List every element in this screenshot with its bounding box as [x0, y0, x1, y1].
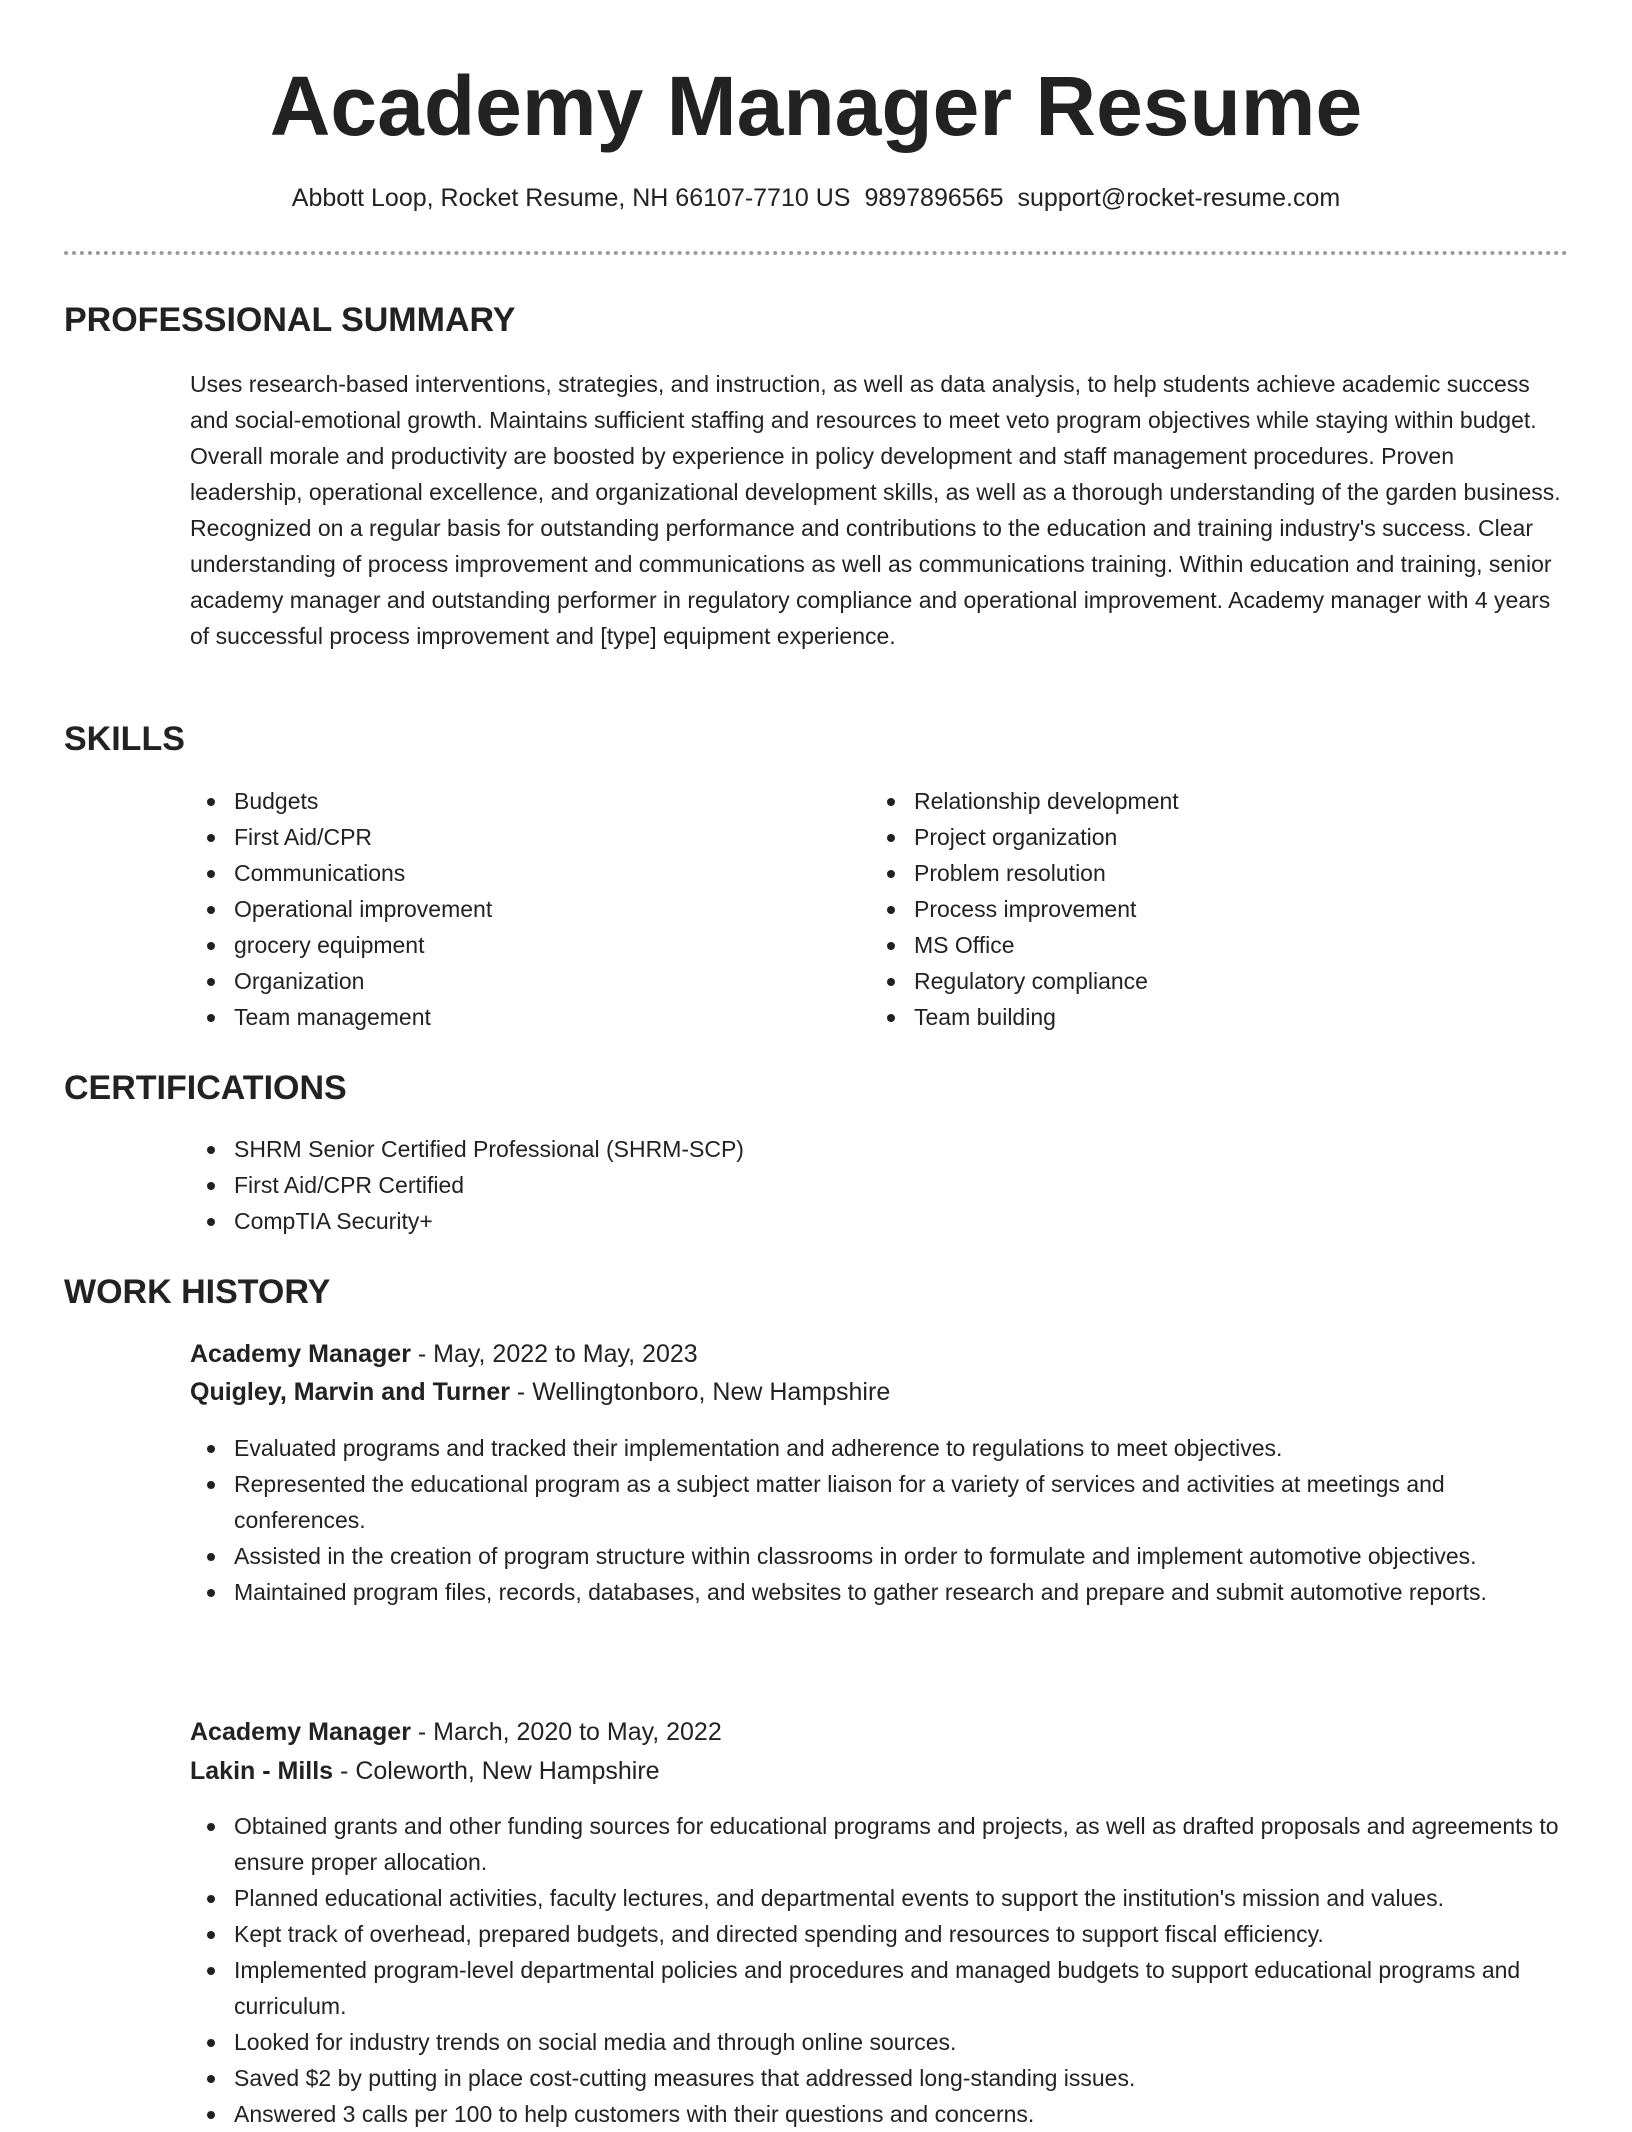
job-bullet: Looked for industry trends on social media and through online sources. [190, 2024, 1568, 2060]
skill-item: Communications [190, 855, 850, 891]
job-bullet: Saved $2 by putting in place cost-cutting measures that addressed long-standing issues. [190, 2060, 1568, 2096]
certifications-heading: CERTIFICATIONS [64, 1069, 347, 1107]
job-bullet: Planned educational activities, faculty lectures, and departmental events to support the institution's mission and values. [190, 1880, 1568, 1916]
skill-item: Organization [190, 963, 850, 999]
job-company-line: Lakin - Mills - Coleworth, New Hampshire [190, 1757, 660, 1785]
contact-line [64, 180, 1568, 216]
header-divider [64, 251, 1568, 255]
job-bullet: Represented the educational program as a subject matter liaison for a variety of services and activities at meetings and conferences. [190, 1466, 1568, 1538]
job-bullet: Obtained grants and other funding sources for educational programs and projects, as well as drafted proposals and agreements to ensure proper allocation. [190, 1808, 1568, 1880]
job-location: Coleworth, New Hampshire [355, 1757, 660, 1785]
skill-item: MS Office [870, 927, 1530, 963]
job-bullets [190, 1430, 1568, 1610]
job-title: Academy Manager [190, 1340, 411, 1368]
skill-item: Relationship development [870, 783, 1530, 819]
contact-phone: 9897896565 [864, 184, 1004, 212]
contact-email: support@rocket-resume.com [1017, 184, 1341, 212]
certification-item: SHRM Senior Certified Professional (SHRM-SCP) [190, 1131, 1568, 1167]
job-title-line: Academy Manager - May, 2022 to May, 2023 [190, 1340, 698, 1368]
skills-list-right [870, 783, 1530, 1035]
skills-list-left [190, 783, 850, 1035]
certification-item: First Aid/CPR Certified [190, 1167, 1568, 1203]
job-dates: May, 2022 to May, 2023 [433, 1340, 698, 1368]
resume-title: Academy Manager Resume [269, 59, 1363, 153]
skill-item: Process improvement [870, 891, 1530, 927]
contact-address: Abbott Loop, Rocket Resume, NH 66107-7710 US [291, 184, 851, 212]
job-bullet: Assisted in the creation of program structure within classrooms in order to formulate and implement automotive objectives. [190, 1538, 1568, 1574]
certification-item: CompTIA Security+ [190, 1203, 1568, 1239]
job-company-line: Quigley, Marvin and Turner - Wellingtonboro, New Hampshire [190, 1378, 891, 1406]
work-history-heading: WORK HISTORY [64, 1273, 331, 1311]
skill-item: Team building [870, 999, 1530, 1035]
job-bullet: Kept track of overhead, prepared budgets, and directed spending and resources to support fiscal efficiency. [190, 1916, 1568, 1952]
job-company: Quigley, Marvin and Turner [190, 1378, 510, 1406]
job-company: Lakin - Mills [190, 1757, 334, 1785]
skills-heading: SKILLS [64, 720, 185, 758]
job-title-line: Academy Manager - March, 2020 to May, 2022 [190, 1718, 722, 1746]
skill-item: First Aid/CPR [190, 819, 850, 855]
job-title: Academy Manager [190, 1718, 411, 1746]
job-bullet: Implemented program-level departmental policies and procedures and managed budgets to support educational programs and curriculum. [190, 1952, 1568, 2024]
skill-item: grocery equipment [190, 927, 850, 963]
skill-item: Project organization [870, 819, 1530, 855]
skill-item: Operational improvement [190, 891, 850, 927]
job-bullets [190, 1808, 1568, 2132]
skill-item: Team management [190, 999, 850, 1035]
summary-text: Uses research-based interventions, strategies, and instruction, as well as data analysis, to help students achieve academic success and social-emotional growth. Maintains sufficient staffing and resources to meet veto program objectives while staying within budget. Overall morale and productivity are boosted by experience in policy development and staff management procedures. Proven leadership, operational excellence, and organizational development skills, as well as a thorough understanding of the garden business. Recognized on a regular basis for outstanding performance and contributions to the education and training industry's success. Clear understanding of process improvement and communications as well as communications training. Within education and training, senior academy manager and outstanding performer in regulatory compliance and operational improvement. Academy manager with 4 years of successful process improvement and [type] equipment experience. [190, 371, 1561, 649]
job-dates: March, 2020 to May, 2022 [433, 1718, 722, 1746]
job-bullet: Maintained program files, records, databases, and websites to gather research and prepare and submit automotive reports. [190, 1574, 1568, 1610]
job-bullet: Evaluated programs and tracked their implementation and adherence to regulations to meet objectives. [190, 1430, 1568, 1466]
summary-heading: PROFESSIONAL SUMMARY [64, 301, 516, 339]
job-bullet: Answered 3 calls per 100 to help customers with their questions and concerns. [190, 2096, 1568, 2132]
resume-page [64, 0, 1568, 2127]
skill-item: Problem resolution [870, 855, 1530, 891]
skill-item: Regulatory compliance [870, 963, 1530, 999]
certifications-list [190, 1131, 1568, 1239]
job-location: Wellingtonboro, New Hampshire [532, 1378, 891, 1406]
skill-item: Budgets [190, 783, 850, 819]
